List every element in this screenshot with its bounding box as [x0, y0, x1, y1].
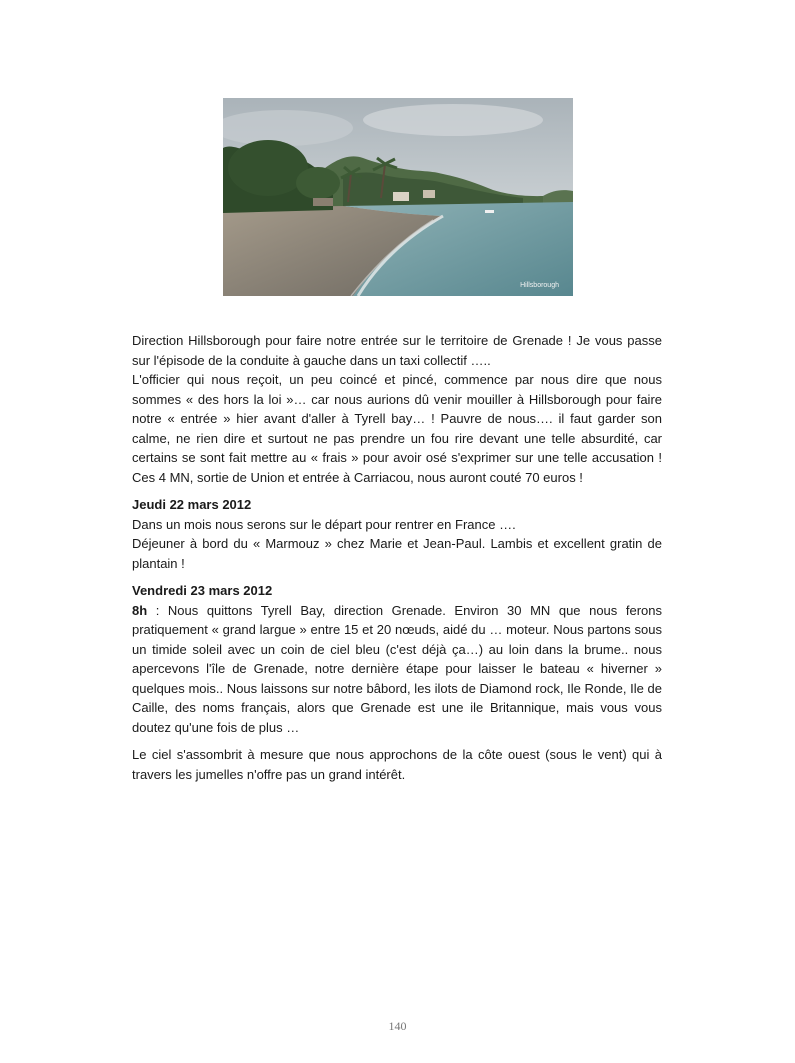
date-heading: Vendredi 23 mars 2012	[132, 583, 273, 598]
photo-caption: Hillsborough	[520, 282, 559, 289]
paragraph: Le ciel s'assombrit à mesure que nous approchons de la côte ouest (sous le vent) qui à travers les jumelles n'offre pas un grand intérêt.	[132, 747, 662, 782]
paragraph-text: : Nous quittons Tyrell Bay, direction Grenade. Environ 30 MN que nous ferons pratiquement « grand largue » entre 15 et 20 nœuds, aidé du … moteur. Nous partons sous un timide soleil avec un coin de ciel bleu (c'est déjà ça…) au loin dans la brume.. nous apercevons l'île de Grenade, notre dernière étape pour laisser le bateau « hiverner » quelques mois.. Nous laissons sur notre bâbord, les ilots de Diamond rock, Ile Ronde, Ile de Caille, des noms français, alors que Grenade est une ile Britannique, mais vous vous doutez qu'une fois de plus …	[132, 602, 662, 735]
body-text	[132, 331, 662, 784]
date-heading: Jeudi 22 mars 2012	[132, 497, 252, 512]
paragraph: Direction Hillsborough pour faire notre entrée sur le territoire de Grenade ! Je vous passe sur l'épisode de la conduite à gauche dans un taxi collectif …..	[132, 333, 662, 368]
paragraph: L'officier qui nous reçoit, un peu coincé et pincé, commence par nous dire que nous sommes « des hors la loi »… car nous aurions dû venir mouiller à Hillsborough pour faire notre « entrée » hier avant d'aller à Tyrell bay… ! Pauvre de nous…. il faut garder son calme, ne rien dire et surtout ne pas prendre un fou rire devant une telle absurdité, car certains se sont fait mettre au « frais » pour avoir osé s'exprimer sur une telle accusation ! Ces 4 MN, sortie de Union et entrée à Carriacou, nous auront couté 70 euros !	[132, 372, 662, 485]
beach-photo	[223, 98, 573, 296]
beach-photo-illustration	[223, 98, 573, 296]
paragraph	[132, 601, 662, 738]
paragraph: Déjeuner à bord du « Marmouz » chez Marie et Jean-Paul. Lambis et excellent gratin de plantain !	[132, 536, 662, 571]
time-label: 8h	[132, 602, 148, 618]
paragraph: Dans un mois nous serons sur le départ pour rentrer en France ….	[132, 516, 516, 532]
page-number: 140	[388, 1019, 407, 1033]
